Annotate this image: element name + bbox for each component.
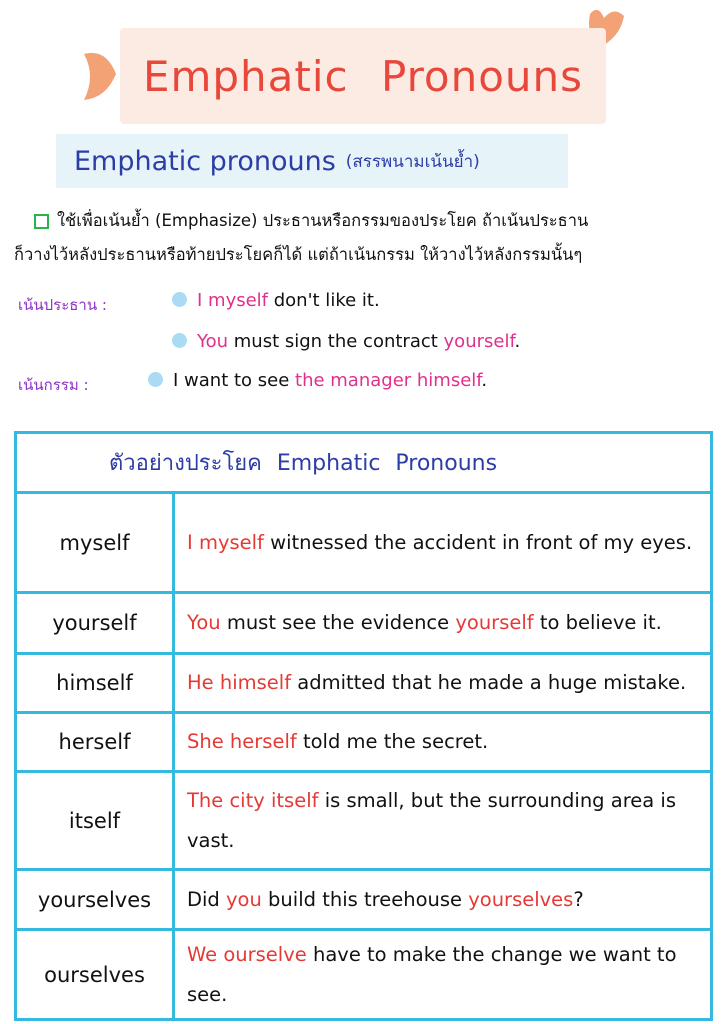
object-emphasis-label: เน้นกรรม : [18, 376, 89, 394]
examples-table [14, 431, 713, 1021]
example-text: I want to see [173, 370, 296, 391]
page-title: Emphatic Pronouns [142, 51, 584, 101]
example-text: . [481, 370, 488, 391]
sentence-cell [187, 714, 704, 770]
pronoun-cell: himself [17, 655, 175, 711]
sentence-text: Did [187, 887, 227, 911]
sentence-text: witnessed the accident in front of my eyes. [263, 530, 693, 554]
example-text: . [514, 331, 521, 352]
example-subject-1 [172, 290, 380, 311]
example-highlight: You [197, 331, 229, 352]
checkbox-icon [34, 214, 49, 229]
sentence-highlight: You [187, 611, 221, 634]
pronoun-cell: yourselves [17, 871, 175, 928]
example-text: must sign the contract [228, 331, 444, 352]
example-sentence [187, 935, 704, 1015]
subtitle-banner [56, 134, 568, 188]
sentence-highlight: you [226, 887, 262, 911]
sentence-highlight: yourselves [468, 887, 574, 911]
sentence-highlight: I myself [187, 530, 264, 554]
table-row [17, 494, 710, 594]
subtitle-main: Emphatic pronouns [74, 145, 336, 177]
pronoun-cell: ourselves [17, 931, 175, 1018]
table-row [17, 931, 710, 1018]
bullet-icon [172, 333, 187, 348]
example-sentence [187, 523, 692, 563]
sentence-text: told me the secret. [296, 730, 489, 753]
example-highlight: yourself [443, 331, 515, 352]
example-text: don't like it. [268, 290, 380, 311]
sentence-text: to believe it. [533, 611, 662, 634]
pronoun-cell: myself [17, 494, 175, 591]
sentence-cell [187, 655, 704, 711]
sentence-highlight: She herself [187, 730, 297, 753]
sentence-cell [187, 494, 704, 591]
sentence-highlight: He himself [187, 671, 292, 694]
bullet-icon [172, 292, 187, 307]
sentence-cell [187, 594, 704, 652]
example-object-1 [148, 370, 487, 391]
sentence-highlight: We ourselve [187, 942, 307, 966]
example-sentence [187, 880, 584, 920]
usage-rule [14, 204, 714, 272]
sentence-cell [187, 931, 704, 1018]
example-sentence [187, 603, 662, 643]
rule-line-1: ใช้เพื่อเน้นย้ำ (Emphasize) ประธานหรือกรรมของประโยค ถ้าเน้นประธาน [57, 211, 589, 230]
example-sentence [187, 781, 704, 861]
sentence-text: have to make the change we want to see. [187, 942, 677, 1006]
sentence-highlight: yourself [455, 611, 534, 634]
sentence-cell [187, 773, 704, 868]
table-row [17, 655, 710, 714]
rule-line-2: ก็วางไว้หลังประธานหรือท้ายประโยคก็ได้ แต่ถ้าเน้นกรรม ให้วางไว้หลังกรรมนั้นๆ [14, 245, 583, 264]
table-row [17, 714, 710, 773]
pronoun-cell: itself [17, 773, 175, 868]
subtitle-thai: (สรรพนามเน้นย้ำ) [345, 151, 480, 172]
table-row [17, 594, 710, 655]
sentence-highlight: The city itself [187, 788, 319, 812]
sentence-text: admitted that he made a huge mistake. [291, 671, 687, 694]
sentence-text: is small, but the surrounding area is vast. [187, 788, 677, 852]
table-row [17, 773, 710, 871]
subject-emphasis-label: เน้นประธาน : [18, 296, 107, 314]
pronoun-cell: herself [17, 714, 175, 770]
title-banner [120, 28, 606, 124]
sentence-text: build this treehouse [261, 887, 469, 911]
pronoun-cell: yourself [17, 594, 175, 652]
bullet-icon [148, 372, 163, 387]
example-highlight: I myself [197, 290, 269, 311]
sentence-text: must see the evidence [220, 611, 456, 634]
sentence-cell [187, 871, 704, 928]
table-row [17, 871, 710, 931]
sentence-text: ? [573, 887, 584, 911]
example-subject-2 [172, 331, 520, 352]
table-header: ตัวอย่างประโยค Emphatic Pronouns [17, 434, 710, 494]
heart-icon [76, 46, 124, 106]
example-highlight: the manager himself [295, 370, 482, 391]
example-sentence [187, 663, 686, 703]
example-sentence [187, 722, 488, 762]
